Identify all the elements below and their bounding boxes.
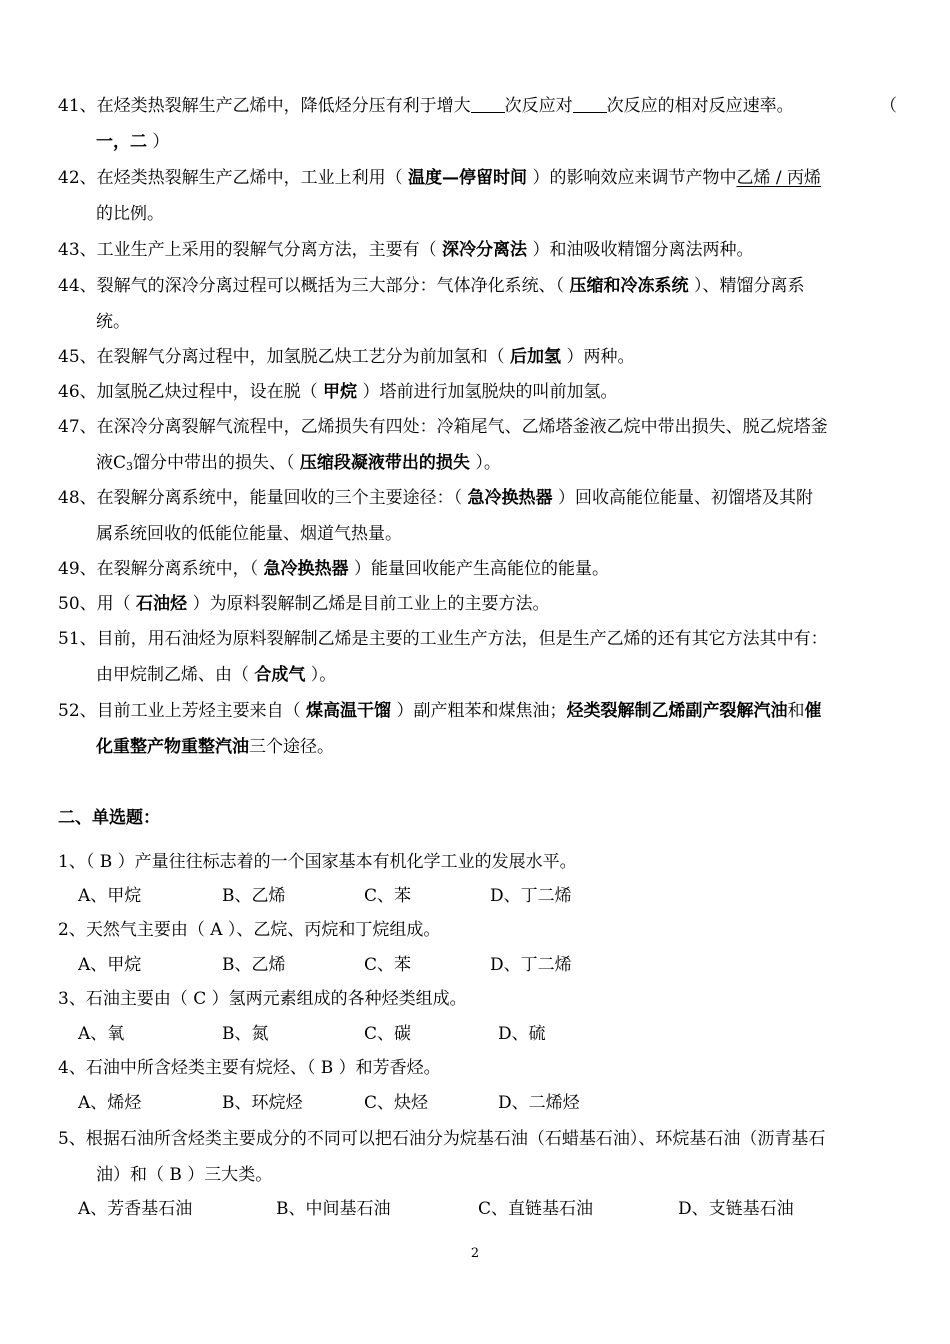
- mc-question-2: 2、天然气主要由（ A ）、乙烷、丙烷和丁烷组成。: [58, 920, 441, 940]
- question-45: 45、在裂解气分离过程中，加氢脱乙炔工艺分为前加氢和（ 后加氢 ）两种。: [58, 347, 635, 367]
- option-a: A、烯烃: [78, 1093, 142, 1113]
- question-49: 49、在裂解分离系统中，（ 急冷换热器 ）能量回收能产生高能位的能量。: [58, 559, 609, 579]
- answer-text: 催: [804, 701, 822, 721]
- question-42: 42、在烃类热裂解生产乙烯中，工业上利用（ 温度—停留时间 ）的影响效应来调节产物中乙烯 / 丙烯: [58, 168, 821, 188]
- mc-question-4: 4、石油中所含烃类主要有烷烃、（ B ）和芳香烃。: [58, 1058, 441, 1078]
- option-a: A、芳香基石油: [78, 1199, 193, 1219]
- question-43: 43、工业生产上采用的裂解气分离方法，主要有（ 深冷分离法 ）和油吸收精馏分离法两种。: [58, 240, 754, 260]
- option-b: B、环烷烃: [222, 1093, 303, 1113]
- option-b: B、乙烯: [222, 955, 286, 975]
- answer-text: 化重整产物重整汽油: [96, 737, 249, 757]
- question-46: 46、加氢脱乙炔过程中，设在脱（ 甲烷 ）塔前进行加氢脱炔的叫前加氢。: [58, 382, 618, 402]
- answer-text: 后加氢: [510, 347, 562, 367]
- option-a: A、氧: [78, 1024, 125, 1044]
- option-c: C、碳: [364, 1024, 412, 1044]
- page-number: 2: [470, 1246, 480, 1261]
- question-44-cont: 统。: [96, 312, 130, 332]
- answer-text: 合成气: [254, 665, 306, 685]
- option-d: D、二烯烃: [498, 1093, 580, 1113]
- question-52-cont: 化重整产物重整汽油三个途径。: [96, 737, 334, 757]
- question-44: 44、裂解气的深冷分离过程可以概括为三大部分：气体净化系统、（ 压缩和冷冻系统 ）、精馏分离系: [58, 276, 805, 296]
- mc-question-5: 5、根据石油所含烃类主要成分的不同可以把石油分为烷基石油（石蜡基石油）、环烷基石油（沥青基石: [58, 1129, 826, 1149]
- question-51: 51、目前，用石油烃为原料裂解制乙烯是主要的工业生产方法，但是生产乙烯的还有其它方法其中有：: [58, 629, 828, 649]
- answer-text: 压缩段凝液带出的损失: [299, 453, 470, 473]
- option-d: D、硫: [498, 1024, 546, 1044]
- option-b: B、中间基石油: [276, 1199, 391, 1219]
- blank: [573, 97, 607, 113]
- option-c: C、直链基石油: [478, 1199, 594, 1219]
- answer-text: 温度—停留时间: [408, 168, 528, 188]
- question-42-cont: 的比例。: [96, 204, 164, 224]
- option-d: D、丁二烯: [490, 955, 572, 975]
- option-b: B、氮: [222, 1024, 269, 1044]
- underlined-text: 乙烯 / 丙烯: [736, 168, 821, 188]
- mc-question-1: 1、（ B ）产量往往标志着的一个国家基本有机化学工业的发展水平。: [58, 852, 577, 872]
- mc-question-5-cont: 油）和（ B ）三大类。: [96, 1165, 273, 1185]
- answer-text: 急冷换热器: [467, 488, 553, 508]
- section-heading: 二、单选题：: [58, 808, 160, 828]
- option-d: D、丁二烯: [490, 886, 572, 906]
- answer-text: 深冷分离法: [442, 240, 528, 260]
- question-50: 50、用（ 石油烃 ）为原料裂解制乙烯是目前工业上的主要方法。: [58, 594, 550, 614]
- option-c: C、苯: [364, 886, 412, 906]
- mc-question-3: 3、石油主要由（ C ）氢两元素组成的各种烃类组成。: [58, 989, 467, 1009]
- answer-text: 烃类裂解制乙烯副产裂解汽油: [566, 701, 788, 721]
- option-d: D、支链基石油: [678, 1199, 794, 1219]
- question-47: 47、在深冷分离裂解气流程中，乙烯损失有四处：冷箱尾气、乙烯塔釜液乙烷中带出损失、脱乙烷塔釜: [58, 417, 828, 437]
- answer-text: 甲烷: [323, 382, 358, 402]
- question-51-cont: 由甲烷制乙烯、由（ 合成气 ）。: [96, 665, 337, 685]
- question-41-paren: （: [880, 96, 897, 116]
- option-b: B、乙烯: [222, 886, 286, 906]
- answer-text: 压缩和冷冻系统: [569, 276, 689, 296]
- answer-text: 石油烃: [136, 594, 188, 614]
- question-41-answer: 一，二 ）: [96, 132, 170, 152]
- question-41: 41、在烃类热裂解生产乙烯中，降低烃分压有利于增大 次反应对 次反应的相对反应速率。: [58, 96, 794, 116]
- question-48: 48、在裂解分离系统中，能量回收的三个主要途径：（ 急冷换热器 ）回收高能位能量、初馏塔及其附: [58, 488, 813, 508]
- blank: [471, 97, 505, 113]
- answer-text: 煤高温干馏: [306, 701, 392, 721]
- question-52: 52、目前工业上芳烃主要来自（ 煤高温干馏 ）副产粗苯和煤焦油；烃类裂解制乙烯副产裂解汽油和催: [58, 701, 822, 721]
- question-48-cont: 属系统回收的低能位能量、烟道气热量。: [96, 524, 402, 544]
- option-a: A、甲烷: [78, 886, 142, 906]
- question-47-cont: 液C3馏分中带出的损失、（ 压缩段凝液带出的损失 ）。: [96, 453, 501, 473]
- answer-text: 急冷换热器: [263, 559, 349, 579]
- answer-text: 一，二: [96, 132, 147, 152]
- option-c: C、苯: [364, 955, 412, 975]
- option-a: A、甲烷: [78, 955, 142, 975]
- option-c: C、炔烃: [364, 1093, 429, 1113]
